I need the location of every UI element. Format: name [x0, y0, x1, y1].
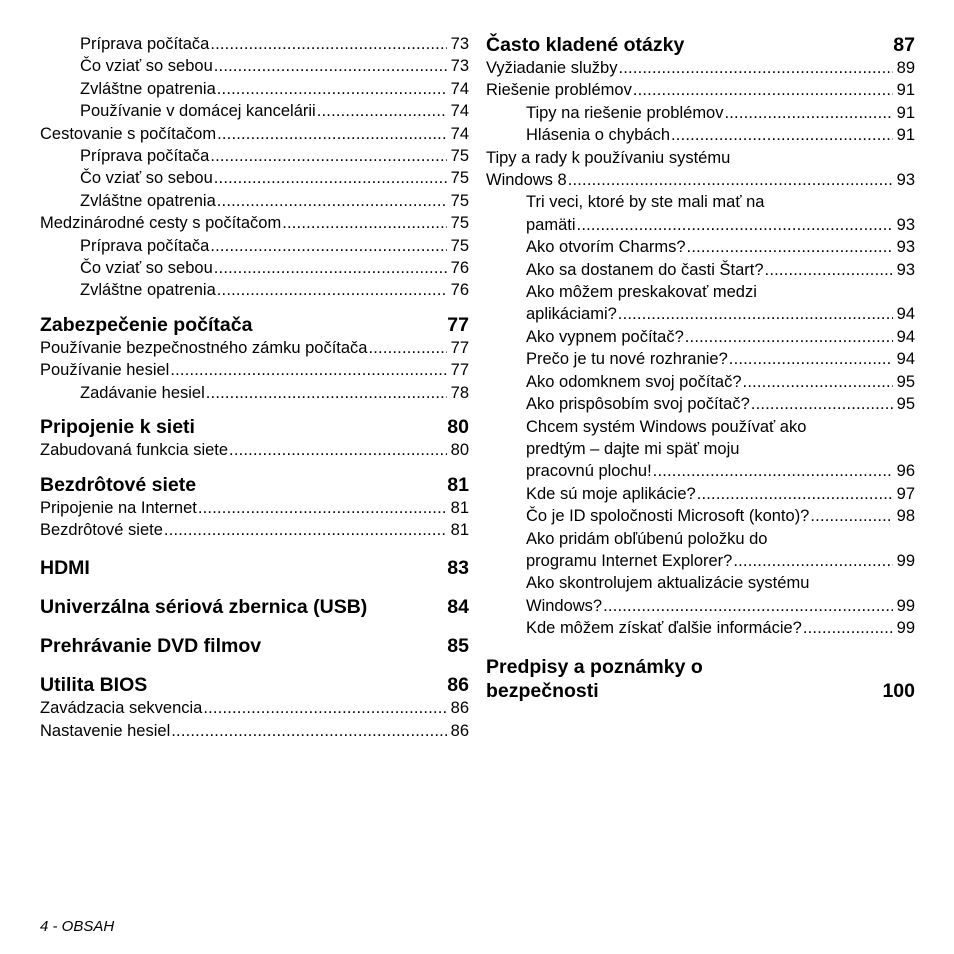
toc-entry[interactable]: Čo vziať so sebou ..... 73	[40, 55, 469, 77]
toc-entry[interactable]: Príprava počítača ..... 75	[40, 235, 469, 257]
toc-entry[interactable]: Windows? ..... 99	[486, 595, 915, 617]
page-footer: 4 - OBSAH	[40, 918, 115, 935]
toc-entry[interactable]: Kde sú moje aplikácie? ..... 97	[486, 483, 915, 505]
toc-entry[interactable]: Čo je ID spoločnosti Microsoft (konto)? ..... 98	[486, 505, 915, 527]
heading-line: Predpisy a poznámky o	[486, 655, 703, 678]
toc-entry[interactable]: Cestovanie s počítačom ..... 74	[40, 123, 469, 145]
toc-entry-line[interactable]: Ako skontrolujem aktualizácie systému	[526, 574, 810, 593]
toc-entry-line[interactable]: Ako môžem preskakovať medzi	[526, 283, 757, 302]
toc-entry[interactable]: Príprava počítača ..... 73	[40, 33, 469, 55]
toc-section-heading[interactable]: Často kladené otázky 87	[486, 34, 915, 56]
toc-entry[interactable]: Ako otvorím Charms? ..... 93	[486, 236, 915, 258]
toc-entry[interactable]: Medzinárodné cesty s počítačom ..... 75	[40, 212, 469, 234]
toc-section-heading[interactable]: Prehrávanie DVD filmov 85	[40, 635, 469, 658]
toc-entry[interactable]: Windows 8 ..... 93	[486, 169, 915, 191]
toc-entry[interactable]: aplikáciami? ..... 94	[486, 303, 915, 325]
toc-entry-line[interactable]: Chcem systém Windows používať ako	[526, 417, 807, 436]
toc-left-column	[40, 33, 469, 742]
toc-entry[interactable]: Čo vziať so sebou ..... 76	[40, 257, 469, 279]
toc-entry[interactable]: Používanie bezpečnostného zámku počítača ..... 77	[40, 337, 469, 359]
toc-entry[interactable]: pamäti ..... 93	[486, 214, 915, 236]
toc-entry-line[interactable]: Ako pridám obľúbenú položku do	[526, 529, 768, 548]
toc-entry[interactable]: Tipy na riešenie problémov ..... 91	[486, 102, 915, 124]
toc-entry[interactable]: Vyžiadanie služby ..... 89	[486, 57, 915, 79]
toc-entry[interactable]: Zvláštne opatrenia ..... 74	[40, 78, 469, 100]
toc-entry[interactable]: Ako vypnem počítač? ..... 94	[486, 326, 915, 348]
toc-entry[interactable]: Príprava počítača ..... 75	[40, 145, 469, 167]
toc-entry[interactable]: Zavádzacia sekvencia ..... 86	[40, 697, 469, 719]
toc-entry[interactable]: Kde môžem získať ďalšie informácie? ..... 99	[486, 617, 915, 639]
toc-entry[interactable]: Používanie v domácej kancelárii ..... 74	[40, 100, 469, 122]
toc-section-heading[interactable]: Pripojenie k sieti 80	[40, 416, 469, 439]
toc-entry[interactable]: Zadávanie hesiel ..... 78	[40, 382, 469, 404]
toc-entry[interactable]: Prečo je tu nové rozhranie? ..... 94	[486, 348, 915, 370]
toc-entry[interactable]: Ako sa dostanem do časti Štart? ..... 93	[486, 259, 915, 281]
toc-entry-line[interactable]: predtým – dajte mi späť moju	[526, 439, 740, 458]
toc-entry[interactable]: programu Internet Explorer? ..... 99	[486, 550, 915, 572]
toc-entry[interactable]: Pripojenie na Internet ..... 81	[40, 497, 469, 519]
toc-entry-line[interactable]: Tipy a rady k používaniu systému	[486, 148, 731, 167]
toc-section-heading[interactable]	[486, 655, 915, 703]
toc-section-heading[interactable]: Zabezpečenie počítača 77	[40, 313, 469, 336]
toc-entry[interactable]: Zvláštne opatrenia ..... 75	[40, 190, 469, 212]
toc-entry[interactable]: Hlásenia o chybách ..... 91	[486, 124, 915, 146]
toc-entry[interactable]: Nastavenie hesiel ..... 86	[40, 720, 469, 742]
toc-entry[interactable]: Riešenie problémov ..... 91	[486, 79, 915, 101]
toc-section-heading[interactable]: Univerzálna sériová zbernica (USB) 84	[40, 596, 469, 619]
toc-right-column	[486, 33, 915, 703]
toc-entry[interactable]: Ako odomknem svoj počítač? ..... 95	[486, 371, 915, 393]
toc-section-heading[interactable]: HDMI 83	[40, 557, 469, 580]
toc-entry[interactable]: Zvláštne opatrenia ..... 76	[40, 279, 469, 301]
toc-entry[interactable]: Čo vziať so sebou ..... 75	[40, 167, 469, 189]
toc-entry-line[interactable]: Tri veci, ktoré by ste mali mať na	[526, 193, 765, 212]
toc-entry[interactable]: pracovnú plochu! ..... 96	[486, 460, 915, 482]
heading-line: bezpečnosti 100	[486, 679, 915, 702]
toc-section-heading[interactable]: Utilita BIOS 86	[40, 674, 469, 697]
toc-entry[interactable]: Ako prispôsobím svoj počítač? ..... 95	[486, 393, 915, 415]
toc-entry[interactable]: Bezdrôtové siete ..... 81	[40, 519, 469, 541]
toc-entry[interactable]: Používanie hesiel ..... 77	[40, 359, 469, 381]
toc-entry[interactable]: Zabudovaná funkcia siete ..... 80	[40, 439, 469, 461]
toc-section-heading[interactable]: Bezdrôtové siete 81	[40, 473, 469, 496]
